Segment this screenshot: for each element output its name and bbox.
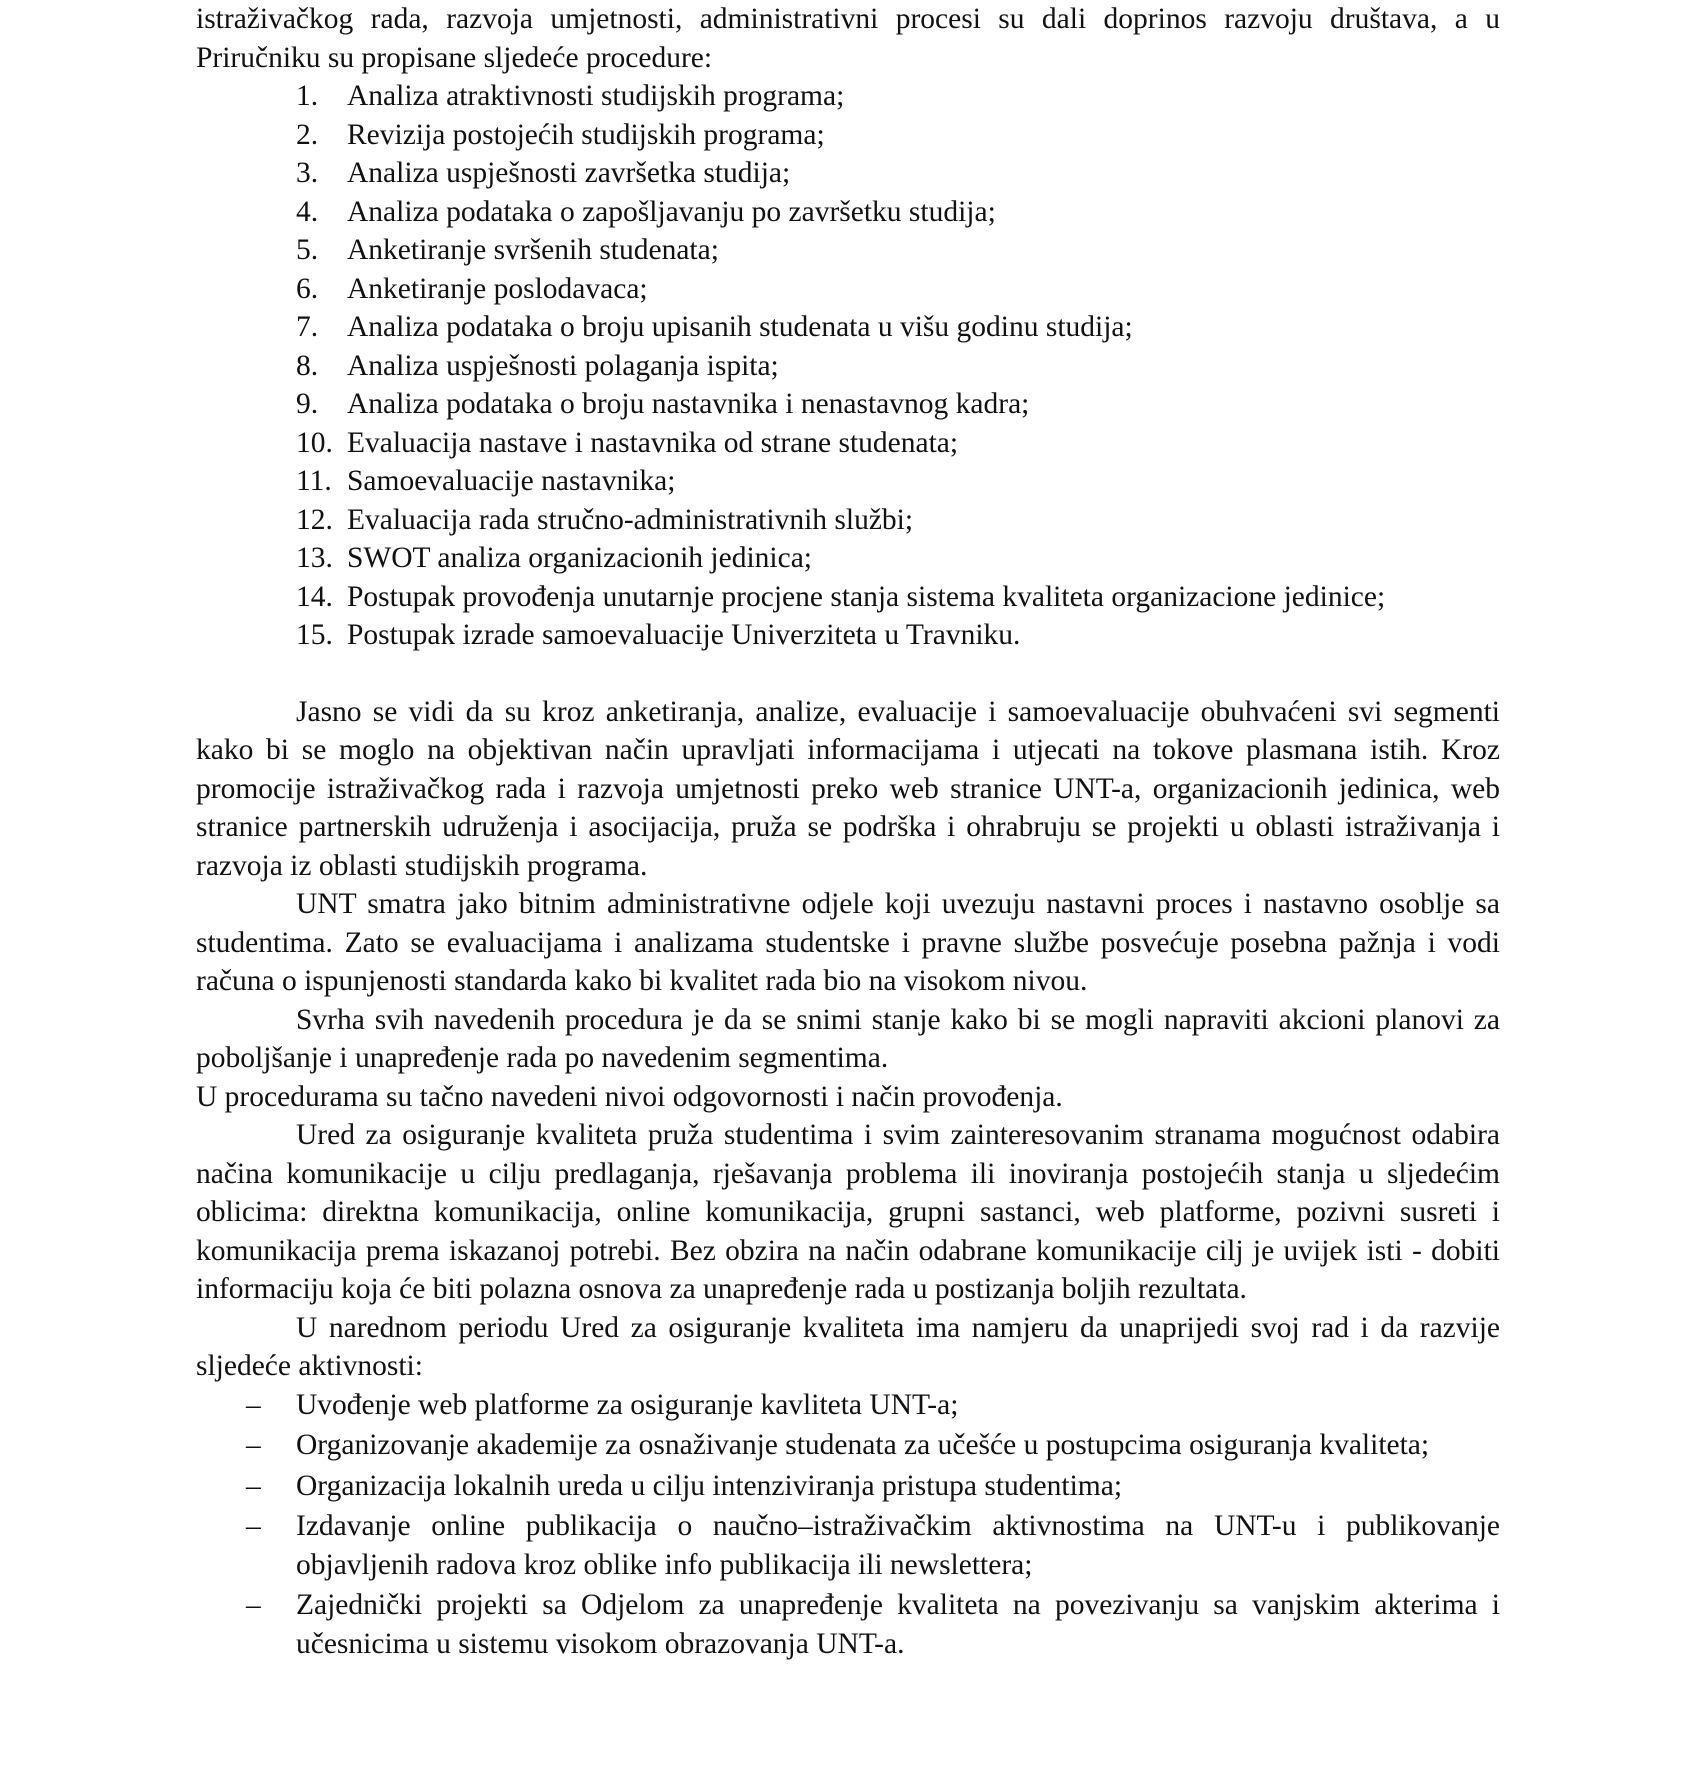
document-page	[196, 0, 1500, 1665]
paragraph-administration: UNT smatra jako bitnim administrativne odjele koji uvezuju nastavni proces i nastavno osoblje sa studentima. Zato se evaluacijama i analizama studentske i pravne službe posvećuje posebna pažnja i vodi računa o ispunjenosti standarda kako bi kvalitet rada bio na visokom nivou.	[196, 888, 1500, 997]
procedure-text: Anketiranje svršenih studenata;	[347, 234, 719, 266]
activity-item	[246, 1467, 1500, 1506]
procedure-text: Anketiranje poslodavaca;	[347, 272, 648, 305]
procedure-item	[296, 77, 1500, 116]
activity-item	[246, 1507, 1500, 1584]
procedure-item	[296, 116, 1500, 155]
activity-text: Zajednički projekti sa Odjelom za unapređenje kvaliteta na povezivanju sa vanjskim akterima i učesnicima u sistemu visokom obrazovanja UNT-a.	[296, 1589, 1500, 1660]
paragraph-purpose: Svrha svih navedenih procedura je da se snimi stanje kako bi se mogli napraviti akcioni planovi za poboljšanje i unapređenje rada po navedenim segmentima.	[196, 1003, 1500, 1074]
procedure-number: 9.	[296, 388, 319, 420]
procedure-item	[296, 347, 1500, 386]
procedure-item	[296, 154, 1500, 193]
procedure-item	[296, 308, 1500, 347]
procedure-text: Postupak provođenja unutarnje procjene stanja sistema kvaliteta organizacione jedinice;	[347, 580, 1386, 613]
procedure-text: Revizija postojećih studijskih programa;	[347, 118, 825, 151]
activities-list	[196, 1386, 1500, 1664]
paragraph-future-activities: U narednom periodu Ured za osiguranje kvaliteta ima namjeru da unaprijedi svoj rad i da razvije sljedeće aktivnosti:	[196, 1311, 1500, 1382]
procedure-number: 14.	[296, 580, 333, 613]
procedure-number: 4.	[296, 195, 319, 228]
procedure-number: 7.	[296, 311, 319, 343]
procedure-item	[296, 424, 1500, 463]
procedure-number: 1.	[296, 80, 319, 112]
procedure-text: Analiza uspješnosti završetka studija;	[347, 157, 791, 189]
procedure-item	[296, 616, 1500, 655]
paragraph-communication: Ured za osiguranje kvaliteta pruža studentima i svim zainteresovanim stranama mogućnost odabira načina komunikacije u cilju predlaganja, rješavanja problema ili inoviranja postojećih stanja u sljedećim oblicima: direktna komunikacija, online komunikacija, grupni sastanci, web platforme, pozivni susreti i komunikacija prema iskazanoj potrebi. Bez obzira na način odabrane komunikacije cilj je uvijek isti - dobiti informaciju koja će biti polazna osnova za unapređenje rada u postizanja boljih rezultata.	[196, 1119, 1500, 1305]
activity-text: Organizacija lokalnih ureda u cilju intenziviranja pristupa studentima;	[296, 1469, 1123, 1502]
procedure-number: 8.	[296, 349, 319, 382]
procedure-number: 11.	[296, 465, 332, 497]
procedure-item	[296, 231, 1500, 270]
activity-text: Uvođenje web platforme za osiguranje kavliteta UNT-a;	[296, 1388, 959, 1421]
procedure-text: Analiza podataka o zapošljavanju po završetku studija;	[347, 195, 996, 228]
procedure-text: Evaluacija rada stručno-administrativnih službi;	[347, 503, 914, 536]
paragraph-segments: Jasno se vidi da su kroz anketiranja, analize, evaluacije i samoevaluacije obuhvaćeni svi segmenti kako bi se moglo na objektivan način upravljati informacijama i utjecati na tokove plasmana istih. Kroz promocije istraživačkog rada i razvoja umjetnosti preko web stranice UNT-a, organizacionih jedinica, web stranice partnerskih udruženja i asocijacija, pruža se podrška i ohrabruju se projekti u oblasti istraživanja i razvoja iz oblasti studijskih programa.	[196, 695, 1500, 882]
procedure-number: 2.	[296, 118, 319, 151]
procedure-text: SWOT analiza organizacionih jedinica;	[347, 542, 812, 574]
procedure-text: Postupak izrade samoevaluacije Univerziteta u Travniku.	[347, 619, 1021, 651]
procedure-text: Analiza podataka o broju nastavnika i nenastavnog kadra;	[347, 388, 1030, 420]
procedure-item	[296, 462, 1500, 501]
procedure-number: 3.	[296, 157, 319, 189]
procedure-text: Analiza podataka o broju upisanih studenata u višu godinu studija;	[347, 311, 1133, 343]
procedure-item	[296, 385, 1500, 424]
procedure-item	[296, 539, 1500, 578]
procedure-text: Samoevaluacije nastavnika;	[347, 465, 676, 497]
activity-item	[246, 1386, 1500, 1425]
procedure-number: 13.	[296, 542, 333, 574]
procedure-number: 15.	[296, 619, 333, 651]
paragraph-responsibility: U procedurama su tačno navedeni nivoi odgovornosti i način provođenja.	[196, 1080, 1063, 1113]
intro-paragraph: istraživačkog rada, razvoja umjetnosti, administrativni procesi su dali doprinos razvoju društava, a u Priručniku su propisane sljedeće procedure:	[196, 3, 1500, 74]
activity-item	[246, 1586, 1500, 1663]
bullet-dash: –	[246, 1510, 261, 1542]
activity-text: Organizovanje akademije za osnaživanje studenata za učešće u postupcima osiguranja kvaliteta;	[296, 1429, 1430, 1461]
procedure-item	[296, 193, 1500, 232]
procedure-text: Analiza uspješnosti polaganja ispita;	[347, 349, 779, 382]
bullet-dash: –	[246, 1429, 261, 1461]
activity-item	[246, 1426, 1500, 1465]
procedure-item	[296, 578, 1500, 617]
procedure-text: Evaluacija nastave i nastavnika od strane studenata;	[347, 426, 959, 459]
procedure-number: 6.	[296, 272, 319, 305]
procedure-item	[296, 501, 1500, 540]
procedure-item	[296, 270, 1500, 309]
bullet-dash: –	[246, 1589, 261, 1621]
procedure-number: 12.	[296, 503, 333, 536]
activity-text: Izdavanje online publikacija o naučno–istraživačkim aktivnostima na UNT-u i publikovanje objavljenih radova kroz oblike info publikacija ili newslettera;	[296, 1510, 1500, 1581]
procedure-number: 10.	[296, 426, 333, 459]
procedure-text: Analiza atraktivnosti studijskih programa;	[347, 80, 845, 112]
bullet-dash: –	[246, 1388, 261, 1421]
procedure-number: 5.	[296, 234, 319, 266]
procedures-list	[196, 77, 1500, 655]
bullet-dash: –	[246, 1469, 261, 1502]
